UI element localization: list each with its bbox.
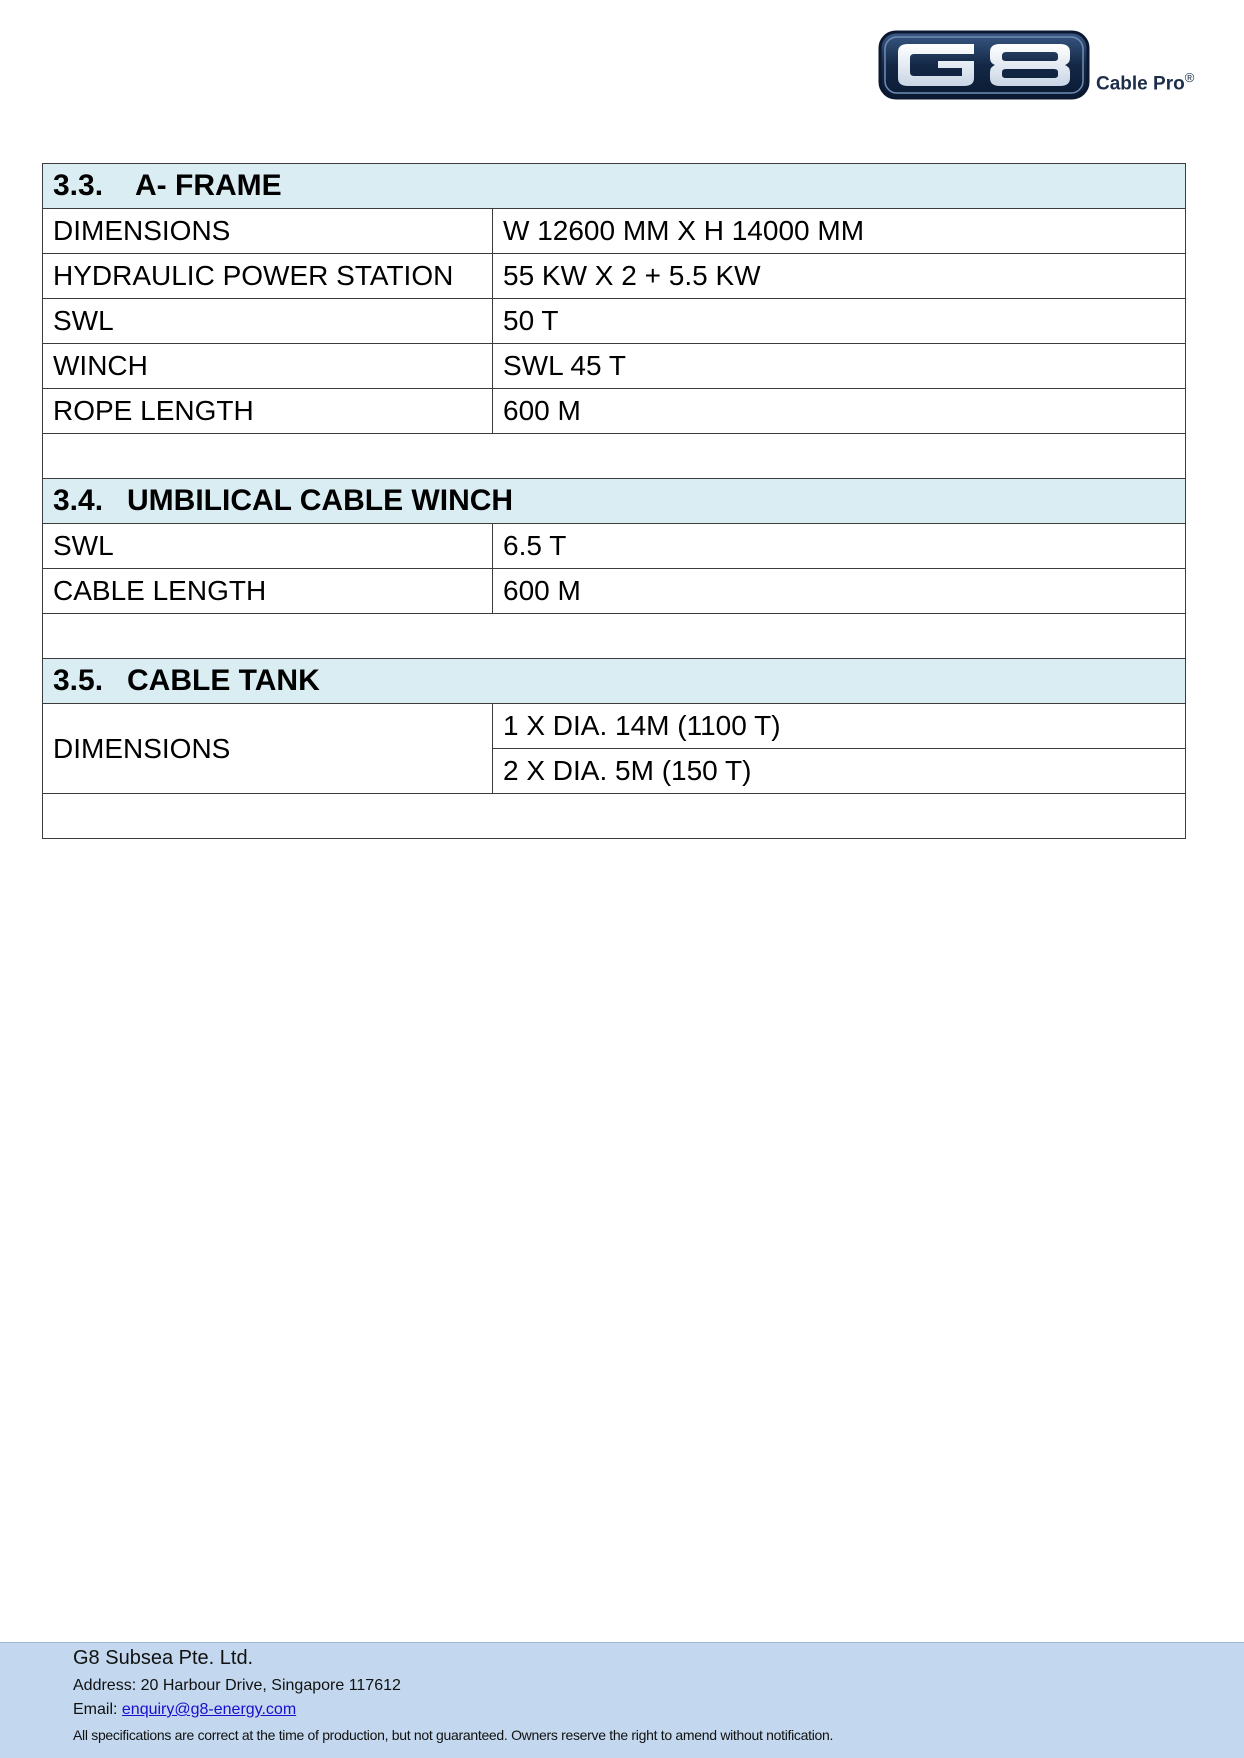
row-value: 1 X DIA. 14M (1100 T) <box>493 704 1186 749</box>
row-value: 55 KW X 2 + 5.5 KW <box>493 254 1186 299</box>
section-number: 3.3. <box>53 169 104 202</box>
g8-logo-icon <box>878 30 1090 100</box>
row-label: DIMENSIONS <box>43 704 493 794</box>
row-value: 6.5 T <box>493 524 1186 569</box>
footer-address: Address: 20 Harbour Drive, Singapore 117612 <box>73 1677 401 1694</box>
spacer-row <box>43 434 1186 479</box>
table-row <box>43 344 1186 389</box>
row-value: 600 M <box>493 569 1186 614</box>
row-value: 50 T <box>493 299 1186 344</box>
row-value: W 12600 MM X H 14000 MM <box>493 209 1186 254</box>
table-row <box>43 704 1186 749</box>
row-label: HYDRAULIC POWER STATION <box>43 254 493 299</box>
row-label: SWL <box>43 524 493 569</box>
email-link[interactable]: enquiry@g8-energy.com <box>121 1701 297 1718</box>
row-value: 2 X DIA. 5M (150 T) <box>493 749 1186 794</box>
company-logo <box>878 30 1208 102</box>
row-label: CABLE LENGTH <box>43 569 493 614</box>
spacer-row <box>43 794 1186 839</box>
row-label: SWL <box>43 299 493 344</box>
table-row <box>43 209 1186 254</box>
section-header-cable-tank <box>43 659 1186 704</box>
row-label: ROPE LENGTH <box>43 389 493 434</box>
row-value: 600 M <box>493 389 1186 434</box>
section-number: 3.4. <box>53 484 104 517</box>
footer-company: G8 Subsea Pte. Ltd. <box>73 1647 254 1669</box>
row-label: DIMENSIONS <box>43 209 493 254</box>
specification-table <box>42 163 1186 839</box>
logo-subtitle: Cable Pro® <box>1096 70 1195 95</box>
section-header-a-frame <box>43 164 1186 209</box>
section-title: A- FRAME <box>135 169 282 202</box>
section-header-umbilical-cable-winch <box>43 479 1186 524</box>
table-row <box>43 254 1186 299</box>
page-footer <box>0 1642 1244 1758</box>
section-title: UMBILICAL CABLE WINCH <box>127 484 514 517</box>
row-value: SWL 45 T <box>493 344 1186 389</box>
section-title: CABLE TANK <box>127 664 320 697</box>
table-row <box>43 389 1186 434</box>
table-row <box>43 524 1186 569</box>
spacer-row <box>43 614 1186 659</box>
footer-email <box>73 1701 296 1719</box>
footer-disclaimer: All specifications are correct at the time of production, but not guaranteed. Owners reserve the right to amend without notification. <box>73 1727 834 1743</box>
footer-email-label: Email: <box>73 1701 118 1718</box>
row-label: WINCH <box>43 344 493 389</box>
section-number: 3.5. <box>53 664 104 697</box>
table-row <box>43 299 1186 344</box>
table-row <box>43 569 1186 614</box>
